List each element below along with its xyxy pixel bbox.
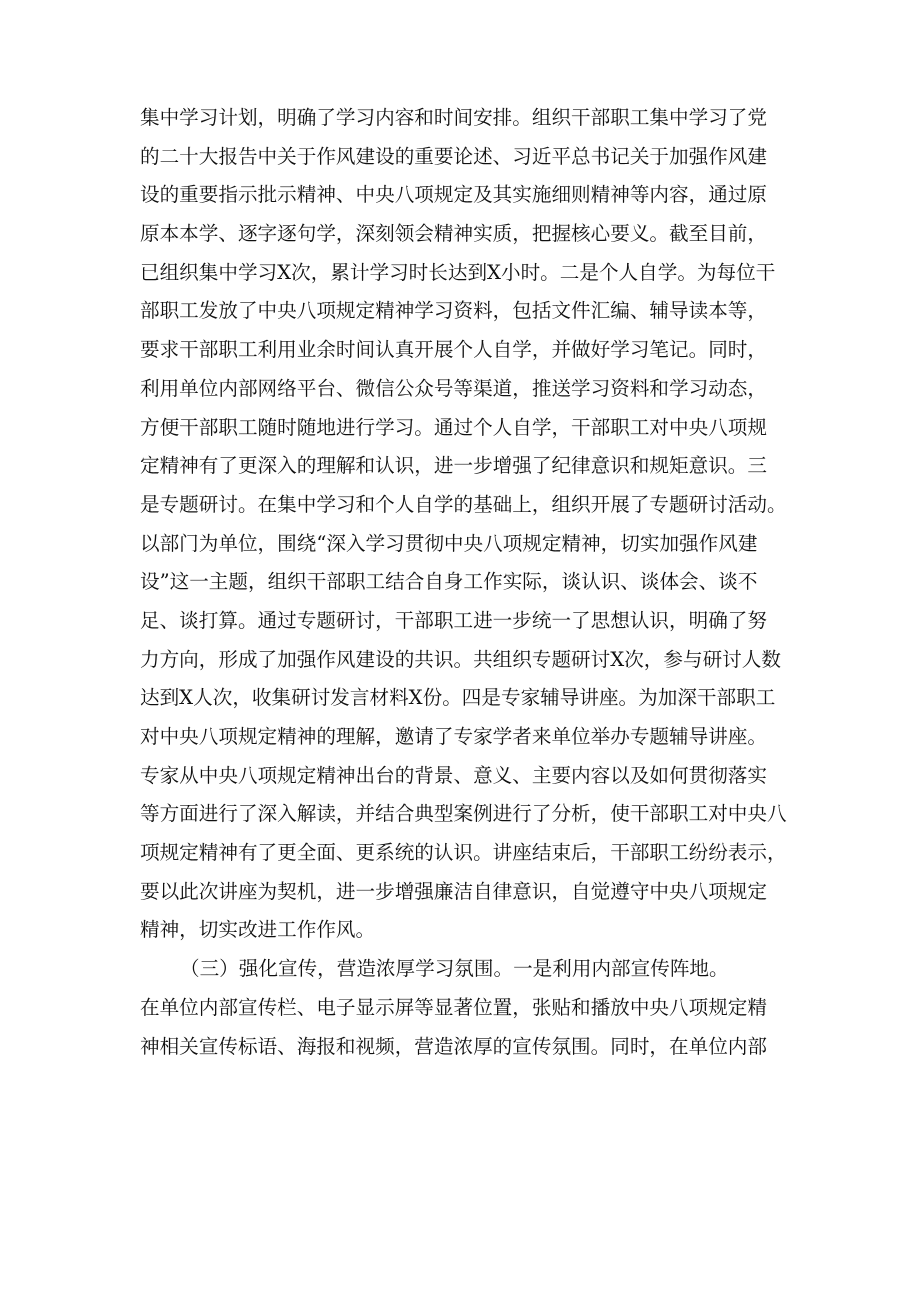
paragraph-1-line: 的二十大报告中关于作风建设的重要论述、习近平总书记关于加强作风建 <box>140 144 767 168</box>
paragraph-1-line: 是专题研讨。在集中学习和个人自学的基础上，组织开展了专题研讨活动。 <box>140 492 787 516</box>
paragraph-1-line: 利用单位内部网络平台、微信公众号等渠道，推送学习资料和学习动态， <box>140 376 767 400</box>
paragraph-1-line: 设的重要指示批示精神、中央八项规定及其实施细则精神等内容，通过原 <box>140 183 767 207</box>
paragraph-1-line: 定精神有了更深入的理解和认识，进一步增强了纪律意识和规矩意识。三 <box>140 454 767 478</box>
paragraph-2-line: 神相关宣传标语、海报和视频，营造浓厚的宣传氛围。同时，在单位内部 <box>140 1034 767 1058</box>
paragraph-1-line: 方便干部职工随时随地进行学习。通过个人自学，干部职工对中央八项规 <box>140 415 767 439</box>
paragraph-1-line: 专家从中央八项规定精神出台的背景、意义、主要内容以及如何贯彻落实 <box>140 763 767 787</box>
paragraph-1-line: 要以此次讲座为契机，进一步增强廉洁自律意识，自觉遵守中央八项规定 <box>140 879 767 903</box>
paragraph-1-line: 精神，切实改进工作作风。 <box>140 918 376 942</box>
paragraph-1-line: 等方面进行了深入解读，并结合典型案例进行了分析，使干部职工对中央八 <box>140 802 787 826</box>
document-body <box>140 99 800 1066</box>
paragraph-1-line: 足、谈打算。通过专题研讨，干部职工进一步统一了思想认识，明确了努 <box>140 608 767 632</box>
paragraph-1-line: 以部门为单位，围绕“深入学习贯彻中央八项规定精神，切实加强作风建 <box>140 531 758 555</box>
section-heading-line: （三）强化宣传，营造浓厚学习氛围。一是利用内部宣传阵地。 <box>180 957 729 981</box>
paragraph-1-line: 部职工发放了中央八项规定精神学习资料，包括文件汇编、辅导读本等， <box>140 299 767 323</box>
paragraph-1-line: 力方向，形成了加强作风建设的共识。共组织专题研讨X次，参与研讨人数 <box>140 647 781 671</box>
paragraph-1-line: 达到X人次，收集研讨发言材料X份。四是专家辅导讲座。为加深干部职工 <box>140 686 776 710</box>
paragraph-1-line: 对中央八项规定精神的理解，邀请了专家学者来单位举办专题辅导讲座。 <box>140 725 767 748</box>
paragraph-1-line: 项规定精神有了更全面、更系统的认识。讲座结束后，干部职工纷纷表示， <box>140 841 787 865</box>
paragraph-1-line: 原本本学、逐字逐句学，深刻领会精神实质，把握核心要义。截至目前， <box>140 222 767 246</box>
paragraph-2-line: 在单位内部宣传栏、电子显示屏等显著位置，张贴和播放中央八项规定精 <box>140 995 767 1019</box>
paragraph-1-line: 已组织集中学习X次，累计学习时长达到X小时。二是个人自学。为每位干 <box>140 260 776 284</box>
paragraph-1-line: 集中学习计划，明确了学习内容和时间安排。组织干部职工集中学习了党 <box>140 106 767 129</box>
paragraph-1-line: 设”这一主题，组织干部职工结合自身工作实际，谈认识、谈体会、谈不 <box>140 570 758 594</box>
paragraph-1-line: 要求干部职工利用业余时间认真开展个人自学，并做好学习笔记。同时， <box>140 338 767 362</box>
